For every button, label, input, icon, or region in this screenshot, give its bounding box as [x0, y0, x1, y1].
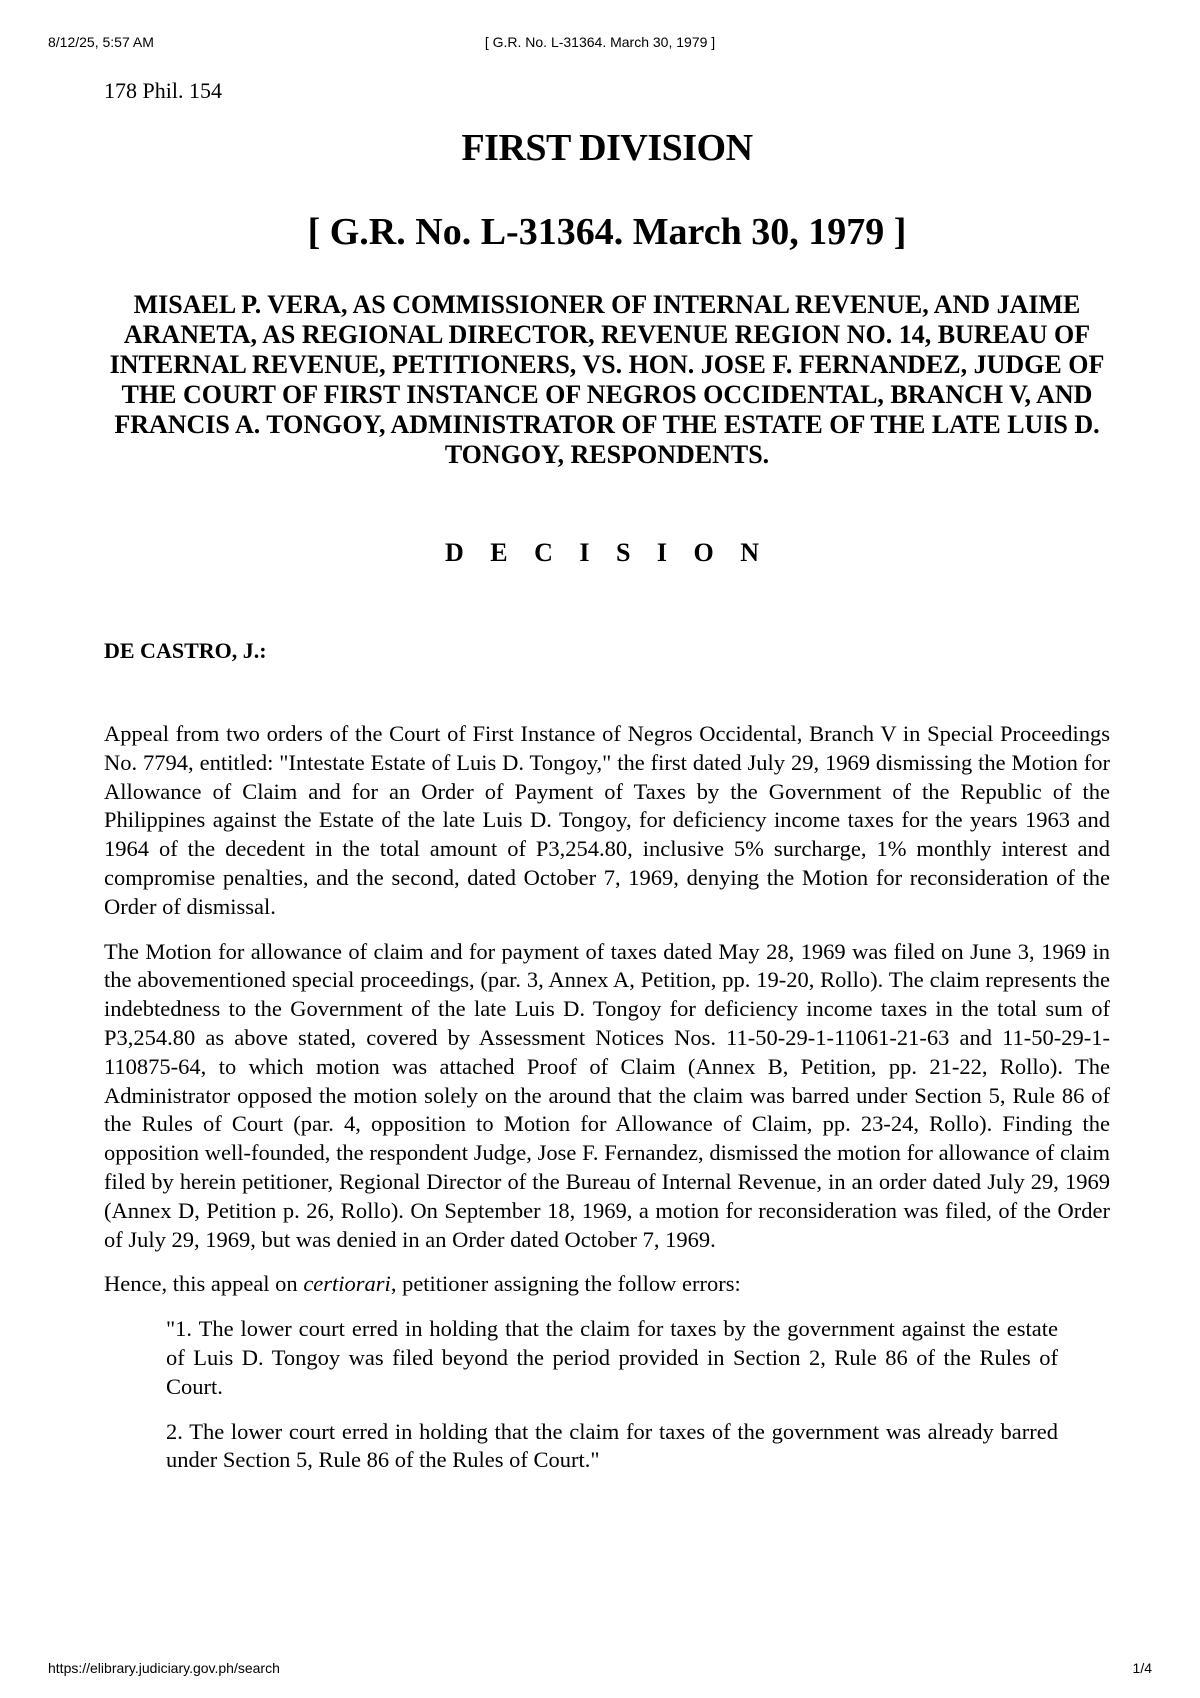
paragraph: The Motion for allowance of claim and for payment of taxes dated May 28, 1969 was filed on June 3, 1969 in the abovementioned special proceedings, (par. 3, Annex A, Petition, pp. 19-20, Rollo). The claim represents the indebtedness to the Government of the late Luis D. Tongoy for deficiency income taxes in the total sum of P3,254.80 as above stated, covered by Assessment Notices Nos. 11-50-29-1-11061-21-63 and 11-50-29-1-110875-64, to which motion was attached Proof of Claim (Annex B, Petition, pp. 21-22, Rollo). The Administrator opposed the motion solely on the around that the claim was barred under Section 5, Rule 86 of the Rules of Court (par. 4, opposition to Motion for Allowance of Claim, pp. 23-24, Rollo). Finding the opposition well-founded, the respondent Judge, Jose F. Fernandez, dismissed the motion for allowance of claim filed by herein petitioner, Regional Director of the Bureau of Internal Revenue, in an order dated July 29, 1969 (Annex D, Petition p. 26, Rollo). On September 18, 1969, a motion for reconsideration was filed, of the Order of July 29, 1969, but was denied in an Order dated October 7, 1969. [104, 938, 1110, 1252]
case-parties: MISAEL P. VERA, AS COMMISSIONER OF INTERNAL REVENUE, AND JAIME ARANETA, AS REGIONAL DIRECTOR, REVENUE REGION NO. 14, BUREAU OF INTERNAL REVENUE, PETITIONERS, VS. HON. JOSE F. FERNANDEZ, JUDGE OF THE COURT OF FIRST INSTANCE OF NEGROS OCCIDENTAL, BRANCH V, AND FRANCIS A. TONGOY, ADMINISTRATOR OF THE ESTATE OF THE LATE LUIS D. TONGOY, RESPONDENTS. [109, 290, 1105, 469]
division-heading: FIRST DIVISION [461, 127, 753, 169]
paragraph-text: Hence, this appeal on [104, 1271, 304, 1297]
paragraph: Appeal from two orders of the Court of First Instance of Negros Occidental, Branch V in Special Proceedings No. 7794, entitled: "Intestate Estate of Luis D. Tongoy," the first dated July 29, 1969 dismissing the Motion for Allowance of Claim and for an Order of Payment of Taxes by the Government of the Republic of the Philippines against the Estate of the late Luis D. Tongoy, for deficiency income taxes for the years 1963 and 1964 of the decedent in the total amount of P3,254.80, inclusive 5% surcharge, 1% monthly interest and compromise penalties, and the second, dated October 7, 1969, denying the Motion for reconsideration of the Order of dismissal. [104, 721, 1110, 919]
print-footer [48, 1660, 1152, 1678]
citation: 178 Phil. 154 [104, 78, 222, 103]
print-datetime: 8/12/25, 5:57 AM [48, 34, 154, 50]
print-page-title: [ G.R. No. L-31364. March 30, 1979 ] [484, 34, 716, 50]
page-number: 1/4 [1132, 1660, 1152, 1676]
quoted-error-item: "1. The lower court erred in holding that the claim for taxes by the government against the estate of Luis D. Tongoy was filed beyond the period provided in Section 2, Rule 86 of the Rules of Court. [166, 1316, 1058, 1399]
source-url: https://elibrary.judiciary.gov.ph/search [48, 1660, 280, 1676]
document-body [104, 76, 1110, 1473]
quoted-error-item: 2. The lower court erred in holding that the claim for taxes of the government was already barred under Section 5, Rule 86 of the Rules of Court." [166, 1418, 1058, 1473]
decision-text [104, 720, 1110, 1491]
paragraph-text: , petitioner assigning the follow errors: [390, 1271, 741, 1297]
italic-term: certiorari [303, 1271, 391, 1297]
decision-heading: D E C I S I O N [444, 538, 770, 567]
quoted-errors [166, 1315, 1058, 1475]
print-header [48, 34, 1152, 52]
ponente: DE CASTRO, J.: [104, 638, 267, 663]
case-number-heading: [ G.R. No. L-31364. March 30, 1979 ] [307, 211, 907, 253]
paragraph [104, 1270, 1110, 1299]
